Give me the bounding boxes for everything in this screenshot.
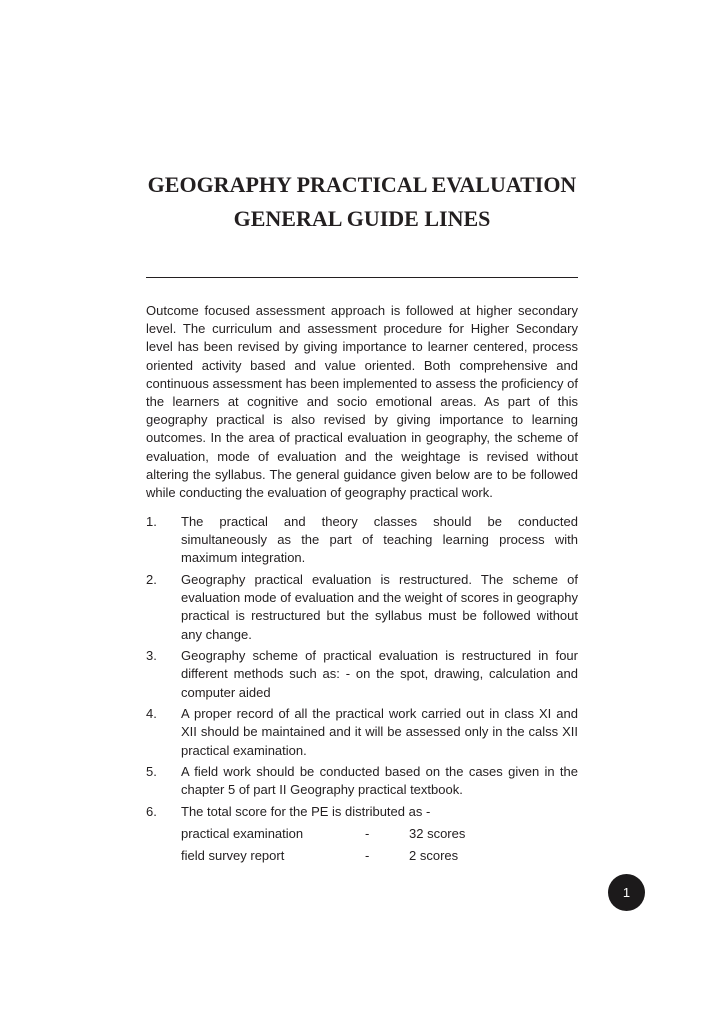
title-divider: [146, 277, 578, 278]
list-item: [146, 647, 578, 702]
page-title: GEOGRAPHY PRACTICAL EVALUATION: [147, 172, 577, 197]
list-item-text: The total score for the PE is distributed as -: [181, 804, 431, 819]
list-item-text: Geography practical evaluation is restructured. The scheme of evaluation mode of evaluation and the weight of scores in geography practical is restructured but the syllabus must be followed without any change.: [181, 572, 578, 642]
list-item-number: 4.: [146, 706, 157, 722]
title-block: [146, 172, 578, 232]
list-item: [146, 705, 578, 760]
list-item: [146, 571, 578, 644]
score-item: practical examination: [181, 826, 304, 842]
score-distribution-table: [181, 825, 465, 869]
score-item: field survey report: [181, 848, 285, 864]
score-value: 32 scores: [409, 826, 466, 842]
page-subtitle: GENERAL GUIDE LINES: [233, 206, 491, 231]
list-item-number: 5.: [146, 764, 157, 780]
list-item-number: 1.: [146, 514, 157, 529]
score-value: 2 scores: [409, 848, 459, 864]
list-item-text: Geography scheme of practical evaluation is restructured in four different methods such as: - on the spot, drawing, calculation and computer aided: [181, 648, 578, 700]
score-separator: -: [365, 848, 370, 864]
list-item-text: A proper record of all the practical work carried out in class XI and XII should be maintained and it will be assessed only in the calss XII practical examination.: [181, 706, 578, 758]
list-item: [146, 763, 578, 799]
intro-paragraph: Outcome focused assessment approach is followed at higher secondary level. The curriculum and assessment procedure for Higher Secondary level has been revised by giving importance to learner centered, process oriented activity based and value oriented. Both comprehensive and continuous assessment has been implemented to assess the proficiency of the learners at cognitive and socio emotional areas. As part of this geography practical is also revised by giving importance to learning outcomes. In the area of practical evaluation in geography, the scheme of evaluation, mode of evaluation and the weightage is revised without altering the syllabus. The general guidance given below are to be followed while conducting the evaluation of geography practical work.: [146, 303, 578, 501]
list-item-text: A field work should be conducted based on the cases given in the chapter 5 of part II Geography practical textbook.: [181, 764, 578, 798]
page-number-badge: 1: [608, 874, 645, 911]
list-item-number: 3.: [146, 648, 157, 664]
list-item: [146, 803, 578, 869]
list-item-number: 2.: [146, 572, 157, 587]
table-row: [181, 825, 465, 847]
list-item: [146, 513, 578, 568]
list-item-text: The practical and theory classes should be conducted simultaneously as the part of teaching learning process with maximum integration.: [181, 514, 578, 566]
table-row: [181, 847, 465, 869]
list-item-number: 6.: [146, 804, 157, 819]
guidelines-list: [146, 513, 578, 873]
score-separator: -: [365, 826, 370, 842]
